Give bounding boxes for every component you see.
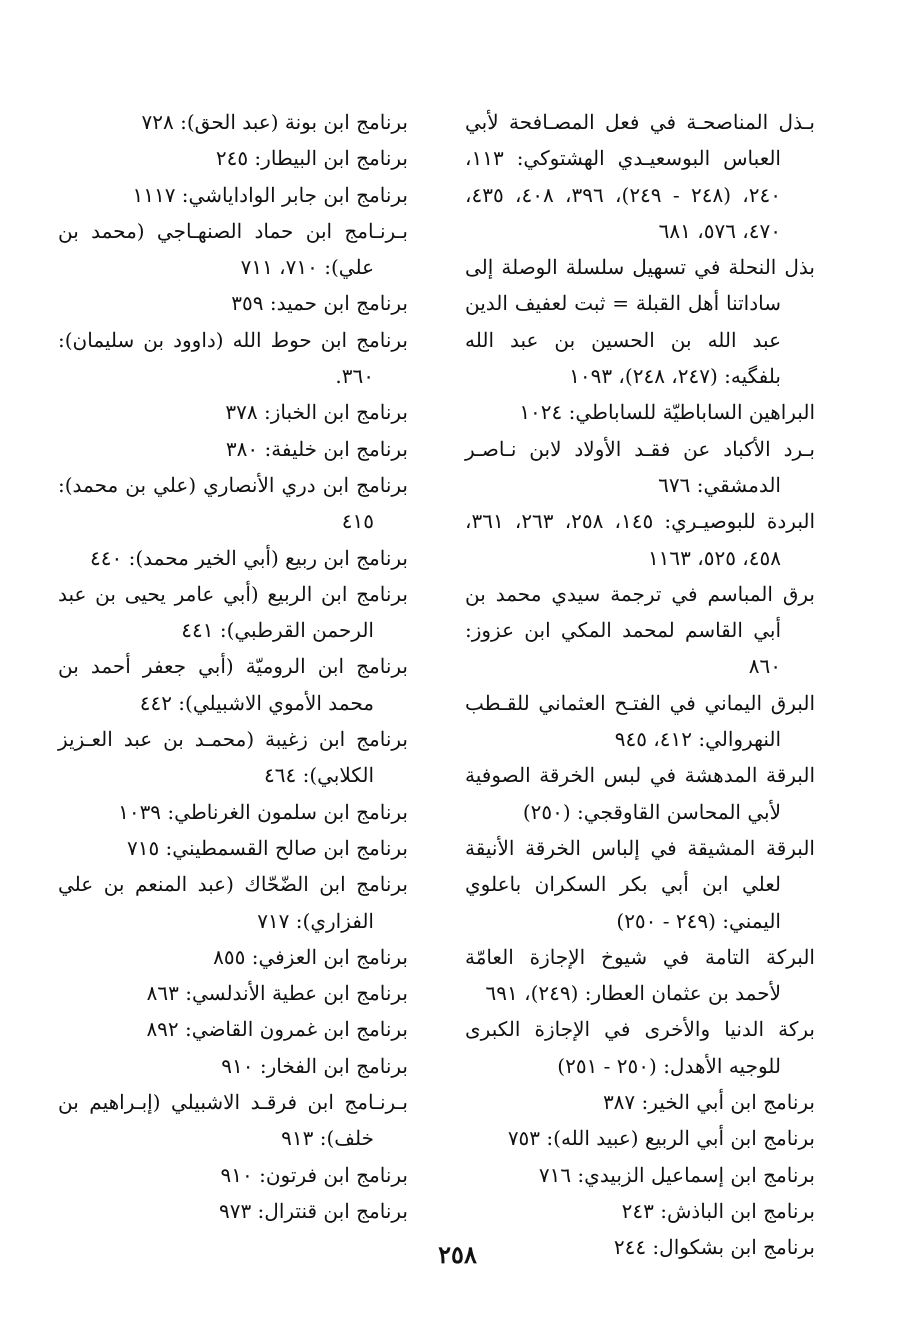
index-entry: البراهين الساباطيّة للساباطي: ١٠٢٤	[519, 400, 815, 425]
index-entry: برنامج ابن عطية الأندلسي: ٨٦٣	[146, 981, 408, 1006]
index-entry: برنامج ابن الروميّة (أبي جعفر أحمد بن محمد الأموي الاشبيلي): ٤٤٢	[58, 654, 408, 715]
index-entry: بـرد الأكباد عن فقـد الأولاد لابن نـاصـر الدمشقي: ٦٧٦	[465, 436, 815, 497]
index-entry: البرقة المشيقة في إلباس الخرقة الأنيقة لعلي ابن أبي بكر السكران باعلوي اليمني: (٢٤٩ - ٢٥٠)	[465, 835, 815, 933]
index-entry: برنامج ابن فرتون: ٩١٠	[220, 1162, 408, 1187]
index-entry: برنامج ابن صالح القسمطيني: ٧١٥	[126, 835, 408, 860]
page-number: ٢٥٨	[438, 1240, 477, 1269]
index-entry: برنامج ابن العزفي: ٨٥٥	[213, 944, 408, 969]
index-entry: برنامج ابن زغيبة (محمـد بن عبد العـزيز الكلابي): ٤٦٤	[58, 727, 408, 788]
index-entry: برنامج ابن سلمون الغرناطي: ١٠٣٩	[118, 799, 408, 824]
index-entry: برنامج ابن حميد: ٣٥٩	[231, 291, 408, 316]
index-entry: برنامج ابن إسماعيل الزبيدي: ٧١٦	[538, 1162, 815, 1187]
index-entry: البرق اليماني في الفتـح العثماني للقـطب النهروالي: ٤١٢، ٩٤٥	[465, 690, 815, 752]
index-entry: برنامج ابن قنترال: ٩٧٣	[218, 1198, 408, 1223]
index-entry: برنامج ابن غمرون القاضي: ٨٩٢	[146, 1017, 408, 1042]
index-entry: بركة الدنيا والأخرى في الإجازة الكبرى للوجيه الأهدل: (٢٥٠ - ٢٥١)	[465, 1017, 815, 1078]
index-entry: برنامج ابن الباذش: ٢٤٣	[621, 1198, 815, 1223]
index-entry: برنامج ابن البيطار: ٢٤٥	[215, 146, 408, 171]
index-entry: بـرنـامج ابن فرقـد الاشبيلي (إبـراهيم بن خلف): ٩١٣	[58, 1090, 408, 1151]
index-entry: برنامج ابن الخباز: ٣٧٨	[225, 400, 408, 425]
index-columns	[58, 104, 815, 1266]
index-entry: برنامج ابن أبي الربيع (عبيد الله): ٧٥٣	[507, 1126, 815, 1151]
index-entry: برنامج ابن الضّحّاك (عبد المنعم بن علي الفزاري): ٧١٧	[58, 872, 408, 933]
index-entry: برنامج ابن دري الأنصاري (علي بن محمد): ٤١٥	[58, 472, 408, 534]
index-entry: البركة التامة في شيوخ الإجازة العامّة لأحمد بن عثمان العطار: (٢٤٩)، ٦٩١	[465, 944, 815, 1006]
index-entry: بـذل المناصحـة في فعل المصـافحة لأبي العباس البوسعيـدي الهشتوكي: ١١٣، ٢٤٠، (٢٤٨ - ٢٤٩)، ٣٩٦، ٤٠٨، ٤٣٥، ٤٧٠، ٥٧٦، ٦٨١	[465, 110, 815, 243]
index-entry: البرقة المدهشة في لبس الخرقة الصوفية لأبي المحاسن القاوقجي: (٢٥٠)	[465, 763, 815, 824]
index-entry: برنامج ابن الفخار: ٩١٠	[221, 1053, 408, 1078]
index-entry: برق المباسم في ترجمة سيدي محمد بن أبي القاسم لمحمد المكي ابن عزوز: ٨٦٠	[465, 581, 815, 679]
index-entry: البردة للبوصيـري: ١٤٥، ٢٥٨، ٢٦٣، ٣٦١، ٤٥٨، ٥٢٥، ١١٦٣	[465, 509, 816, 570]
index-entry: برنامج ابن جابر الواداياشي: ١١١٧	[132, 182, 408, 207]
index-entry: برنامج ابن ربيع (أبي الخير محمد): ٤٤٠	[90, 545, 408, 570]
left-column	[58, 104, 408, 1266]
index-entry: برنامج ابن أبي الخير: ٣٨٧	[602, 1090, 815, 1115]
index-entry: برنامج ابن بونة (عبد الحق): ٧٢٨	[141, 110, 408, 134]
index-entry: برنامج ابن الربيع (أبي عامر يحيى بن عبد الرحمن القرطبي): ٤٤١	[58, 581, 408, 643]
index-entry: بذل النحلة في تسهيل سلسلة الوصلة إلى ساداتنا أهل القبلة = ثبت لعفيف الدين عبد الله بن الحسين بن عبد الله بلفگيه: (٢٤٧، ٢٤٨)، ١٠٩٣	[465, 255, 815, 389]
index-entry: برنامج ابن حوط الله (داوود بن سليمان): ٣٦٠.	[58, 327, 408, 389]
index-entry: برنامج ابن بشكوال: ٢٤٤	[613, 1235, 815, 1260]
index-entry: بـرنـامج ابن حماد الصنهـاجي (محمد بن علي): ٧١٠، ٧١١	[58, 218, 408, 280]
right-column	[465, 104, 815, 1266]
index-entry: برنامج ابن خليفة: ٣٨٠	[225, 436, 408, 461]
